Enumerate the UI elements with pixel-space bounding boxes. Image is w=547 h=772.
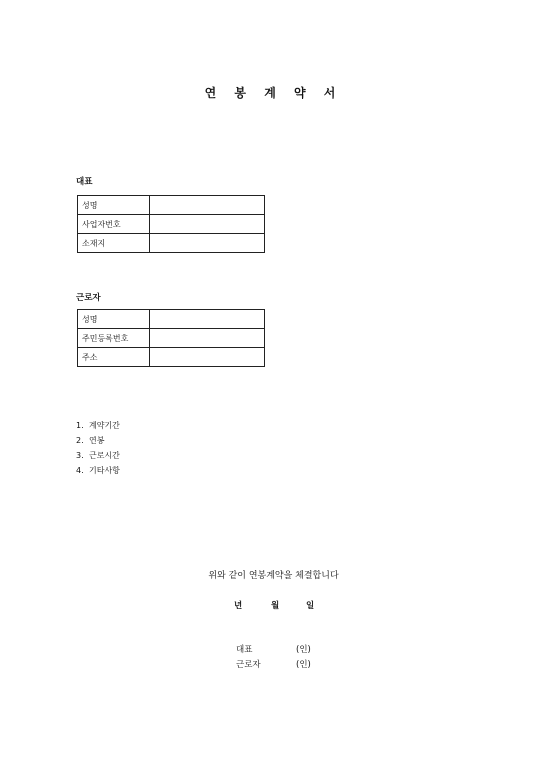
list-item	[76, 448, 120, 463]
term-number: 2.	[76, 436, 84, 445]
document-title: 연 봉 계 약 서	[204, 86, 343, 100]
employer-address-value[interactable]	[150, 234, 265, 253]
employee-id-number-value[interactable]	[150, 329, 265, 348]
term-text: 연봉	[89, 436, 105, 445]
term-text: 기타사항	[89, 466, 120, 475]
contract-terms-list	[76, 418, 120, 478]
employee-name-label: 성명	[78, 310, 150, 329]
employer-signature-role: 대표	[236, 645, 253, 655]
table-row	[78, 329, 265, 348]
employer-address-label: 소재지	[78, 234, 150, 253]
term-text: 계약기간	[89, 421, 120, 430]
employee-section-label: 근로자	[76, 293, 101, 303]
employee-address-value[interactable]	[150, 348, 265, 367]
table-row	[78, 196, 265, 215]
employee-address-label: 주소	[78, 348, 150, 367]
date-year-label: 년	[234, 601, 243, 611]
employer-section-label: 대표	[76, 177, 93, 187]
term-number: 1.	[76, 421, 84, 430]
employer-info-table	[77, 195, 265, 253]
employer-name-label: 성명	[78, 196, 150, 215]
term-number: 3.	[76, 451, 84, 460]
table-row	[78, 310, 265, 329]
table-row	[78, 348, 265, 367]
employer-name-value[interactable]	[150, 196, 265, 215]
list-item	[76, 463, 120, 478]
employee-info-table	[77, 309, 265, 367]
employee-signature-role: 근로자	[236, 660, 261, 670]
table-row	[78, 215, 265, 234]
employee-name-value[interactable]	[150, 310, 265, 329]
date-month-label: 월	[271, 601, 280, 611]
agreement-statement: 위와 같이 연봉계약을 체결합니다	[208, 571, 339, 581]
employer-seal-mark: (인)	[296, 645, 311, 655]
employee-seal-mark: (인)	[296, 660, 311, 670]
date-day-label: 일	[306, 601, 315, 611]
list-item	[76, 433, 120, 448]
term-number: 4.	[76, 466, 84, 475]
employer-business-number-label: 사업자번호	[78, 215, 150, 234]
list-item	[76, 418, 120, 433]
term-text: 근로시간	[89, 451, 120, 460]
employer-business-number-value[interactable]	[150, 215, 265, 234]
employee-id-number-label: 주민등록번호	[78, 329, 150, 348]
table-row	[78, 234, 265, 253]
